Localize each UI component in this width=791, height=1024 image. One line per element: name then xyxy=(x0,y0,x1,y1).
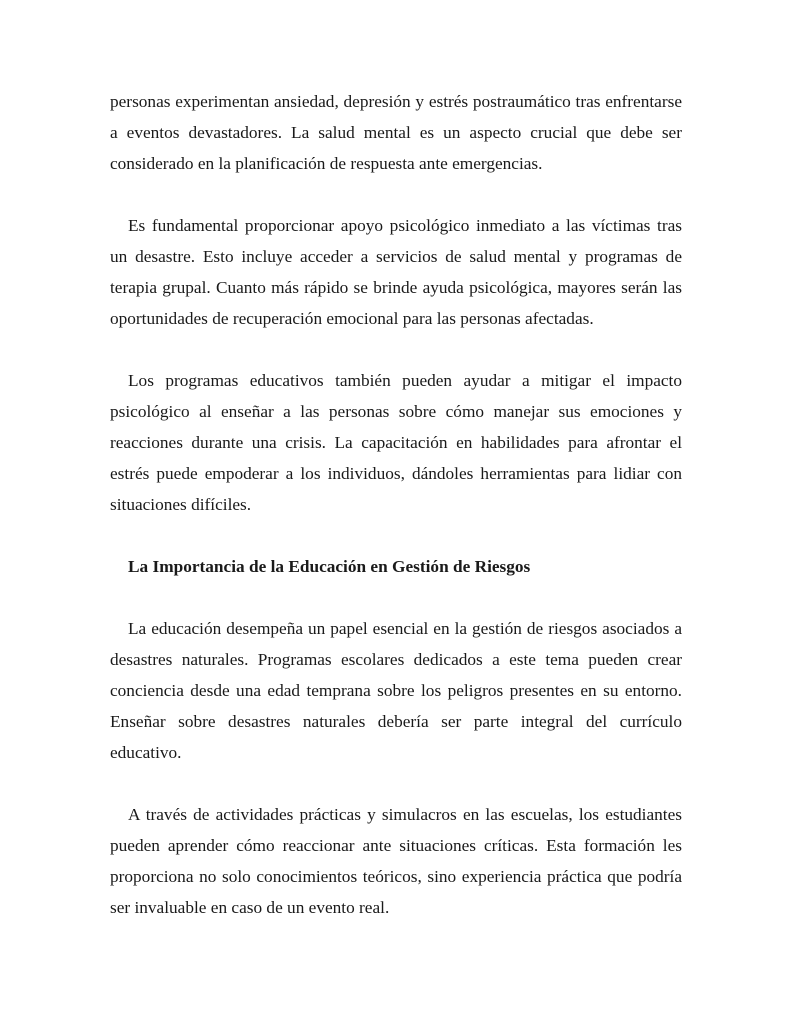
section-heading: La Importancia de la Educación en Gestión de Riesgos xyxy=(128,557,531,576)
paragraph-spacer xyxy=(110,520,682,551)
paragraph-psychological-support: Es fundamental proporcionar apoyo psicológico inmediato a las víctimas tras un desastre. Esto incluye acceder a servicios de salud mental y programas de terapia grupal. Cuanto más rápido se brinde ayuda psicológica, mayores serán las oportunidades de recuperación emocional para las personas afectadas. xyxy=(110,216,682,328)
paragraph-spacer xyxy=(110,179,682,210)
paragraph-mental-health-continuation: personas experimentan ansiedad, depresión y estrés postraumático tras enfrentarse a eventos devastadores. La salud mental es un aspecto crucial que debe ser considerado en la planificación de respuesta ante emergencias. xyxy=(110,92,682,173)
paragraph-education-role: La educación desempeña un papel esencial en la gestión de riesgos asociados a desastres naturales. Programas escolares dedicados a este tema pueden crear conciencia desde una edad temprana sobre los peligros presentes en su entorno. Enseñar sobre desastres naturales debería ser parte integral del currículo educativo. xyxy=(110,619,682,762)
paragraph-spacer xyxy=(110,582,682,613)
paragraph-practical-activities: A través de actividades prácticas y simulacros en las escuelas, los estudiantes pueden aprender cómo reaccionar ante situaciones críticas. Esta formación les proporciona no solo conocimientos teóricos, sino experiencia práctica que podría ser invaluable en caso de un evento real. xyxy=(110,805,682,917)
document-page xyxy=(110,86,682,923)
paragraph-spacer xyxy=(110,768,682,799)
paragraph-spacer xyxy=(110,334,682,365)
paragraph-educational-programs: Los programas educativos también pueden ayudar a mitigar el impacto psicológico al enseñar a las personas sobre cómo manejar sus emociones y reacciones durante una crisis. La capacitación en habilidades para afrontar el estrés puede empoderar a los individuos, dándoles herramientas para lidiar con situaciones difíciles. xyxy=(110,371,682,514)
